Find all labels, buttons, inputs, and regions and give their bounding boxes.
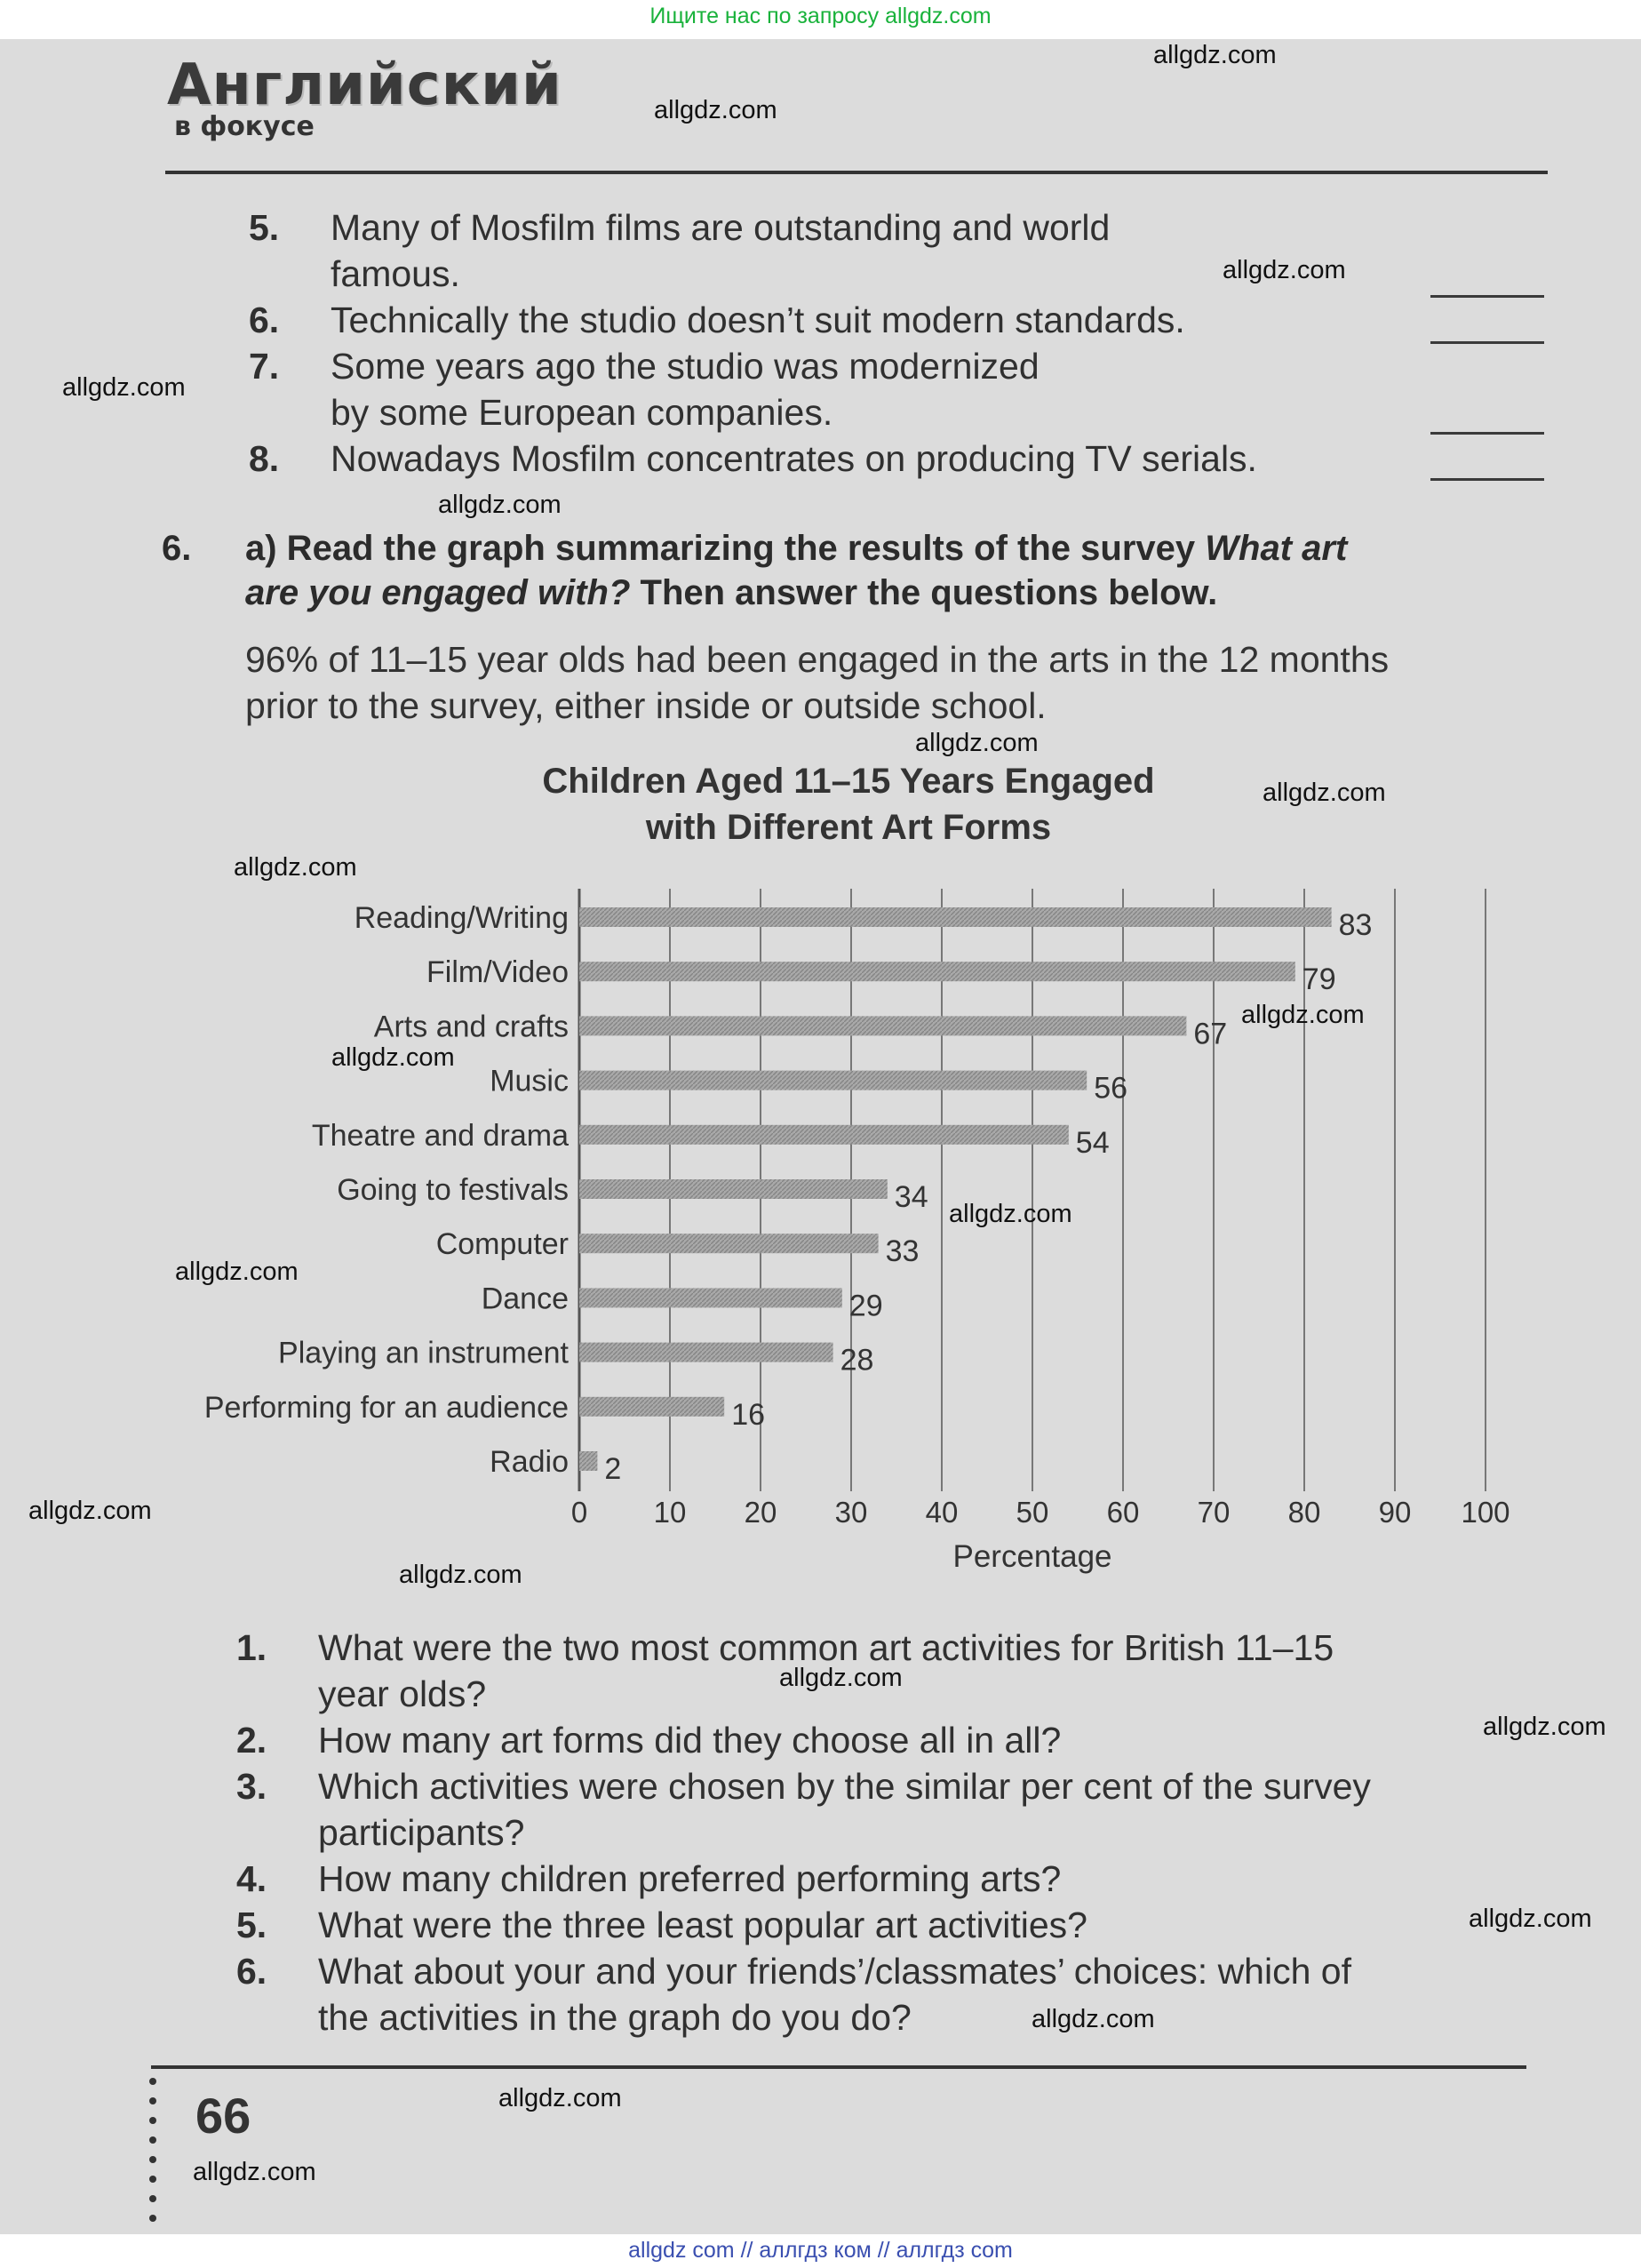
watermark: allgdz.com	[1263, 779, 1386, 807]
footer-dot	[149, 2176, 156, 2183]
watermark: allgdz.com	[1483, 1713, 1606, 1741]
watermark: allgdz.com	[193, 2158, 316, 2186]
value-label: 2	[604, 1452, 622, 1486]
question-text: What were the two most common art activities for British 11–15	[318, 1627, 1334, 1668]
watermark: allgdz.com	[1469, 1905, 1592, 1933]
bar	[579, 1071, 1087, 1090]
x-tick-label: 100	[1461, 1496, 1510, 1529]
watermark: allgdz.com	[175, 1258, 299, 1286]
statement-text: by some European companies.	[331, 392, 833, 433]
x-tick-label: 10	[653, 1496, 687, 1529]
x-tick-label: 30	[834, 1496, 868, 1529]
x-tick-label: 50	[1016, 1496, 1049, 1529]
question-number: 5.	[236, 1905, 267, 1945]
bar	[579, 1125, 1069, 1145]
question-number: 4.	[236, 1858, 267, 1899]
intro-line: prior to the survey, either inside or outside school.	[245, 685, 1047, 726]
category-label: Music	[490, 1064, 569, 1098]
x-tick-label: 0	[570, 1496, 588, 1529]
question-number: 6.	[236, 1951, 267, 1992]
task-heading-line2: are you engaged with? Then answer the questions below.	[245, 573, 1218, 612]
footer-dot	[149, 2136, 156, 2144]
value-label: 16	[731, 1397, 766, 1432]
x-tick-label: 70	[1197, 1496, 1231, 1529]
value-label: 34	[894, 1180, 928, 1214]
chart-title-line2: with Different Art Forms	[645, 808, 1052, 847]
category-label: Arts and crafts	[373, 1010, 569, 1044]
value-label: 28	[840, 1343, 874, 1378]
watermark: allgdz.com	[1032, 2005, 1155, 2033]
bar	[579, 1288, 842, 1307]
watermark: allgdz.com	[234, 853, 357, 882]
category-label: Performing for an audience	[203, 1390, 569, 1425]
task-heading-line1: a) Read the graph summarizing the results of the survey What art	[245, 529, 1348, 568]
question-text: What were the three least popular art activities?	[318, 1905, 1087, 1945]
footer-dot	[149, 2156, 156, 2163]
footer-dot	[149, 2215, 156, 2222]
watermark: allgdz.com	[654, 96, 777, 124]
value-label: 56	[1094, 1071, 1128, 1106]
category-label: Going to festivals	[337, 1173, 569, 1207]
footer-dot	[149, 2195, 156, 2202]
value-label: 33	[885, 1234, 920, 1269]
footer-rule	[151, 2065, 1526, 2069]
question-text: What about your and your friends’/classmates’ choices: which of	[318, 1951, 1351, 1992]
watermark: allgdz.com	[331, 1043, 455, 1072]
value-label: 79	[1302, 962, 1336, 997]
bar	[579, 962, 1295, 981]
category-label: Theatre and drama	[311, 1118, 569, 1153]
statement-text: Many of Mosfilm films are outstanding and world	[331, 207, 1111, 248]
question-number: 2.	[236, 1720, 267, 1761]
watermark: allgdz.com	[28, 1497, 152, 1525]
statement-text: famous.	[331, 253, 460, 294]
question-text: How many children preferred performing arts?	[318, 1858, 1062, 1899]
x-tick-label: 80	[1287, 1496, 1321, 1529]
bottom-links[interactable]: allgdz com // аллгдз ком // аллгдз com	[628, 2238, 1013, 2263]
watermark: allgdz.com	[779, 1664, 903, 1692]
category-label: Radio	[490, 1445, 569, 1479]
x-tick-label: 90	[1378, 1496, 1412, 1529]
logo-subtitle: в фокусе	[174, 111, 315, 142]
statement-text: Some years ago the studio was modernized	[331, 346, 1040, 387]
watermark: allgdz.com	[399, 1561, 522, 1589]
category-label: Dance	[481, 1282, 569, 1316]
value-label: 29	[848, 1289, 883, 1323]
watermark: allgdz.com	[1241, 1001, 1365, 1029]
bar	[579, 1343, 833, 1362]
question-text: year olds?	[318, 1673, 487, 1714]
category-label: Film/Video	[426, 955, 569, 990]
watermark: allgdz.com	[62, 373, 186, 402]
chart-title-line1: Children Aged 11–15 Years Engaged	[542, 762, 1155, 801]
footer-dot	[149, 2078, 156, 2085]
watermark: allgdz.com	[949, 1200, 1072, 1228]
logo-title: Английский	[167, 52, 562, 118]
question-text: How many art forms did they choose all in all?	[318, 1720, 1062, 1761]
page-number: 66	[195, 2088, 251, 2144]
intro-line: 96% of 11–15 year olds had been engaged in the arts in the 12 months	[245, 639, 1390, 680]
watermark: allgdz.com	[1153, 41, 1277, 69]
value-label: 67	[1193, 1017, 1228, 1051]
question-text: the activities in the graph do you do?	[318, 1997, 912, 2038]
question-number: 1.	[236, 1627, 267, 1668]
bar	[579, 1451, 597, 1471]
top-search-link[interactable]: Ищите нас по запросу allgdz.com	[649, 4, 992, 28]
watermark: allgdz.com	[438, 491, 562, 519]
statement-text: Nowadays Mosfilm concentrates on producing TV serials.	[331, 438, 1257, 479]
question-number: 3.	[236, 1766, 267, 1807]
footer-dot	[149, 2097, 156, 2104]
x-tick-label: 20	[744, 1496, 777, 1529]
statement-text: Technically the studio doesn’t suit modern standards.	[331, 299, 1185, 340]
task-number: 6.	[162, 529, 192, 568]
bar	[579, 907, 1332, 927]
bar	[579, 1179, 888, 1199]
value-label: 54	[1075, 1125, 1110, 1160]
value-label: 83	[1338, 908, 1373, 942]
category-label: Reading/Writing	[354, 901, 569, 935]
category-label: Computer	[435, 1227, 569, 1262]
x-axis-label: Percentage	[952, 1539, 1112, 1574]
bar	[579, 1234, 879, 1253]
watermark: allgdz.com	[915, 729, 1039, 757]
question-text: participants?	[318, 1812, 525, 1853]
bar	[579, 1016, 1186, 1035]
x-tick-label: 60	[1106, 1496, 1140, 1529]
watermark: allgdz.com	[498, 2084, 622, 2112]
watermark: allgdz.com	[1223, 256, 1346, 284]
footer-dot	[149, 2117, 156, 2124]
category-label: Playing an instrument	[278, 1336, 569, 1370]
question-text: Which activities were chosen by the similar per cent of the survey	[318, 1766, 1371, 1807]
bar	[579, 1397, 724, 1417]
x-tick-label: 40	[925, 1496, 959, 1529]
